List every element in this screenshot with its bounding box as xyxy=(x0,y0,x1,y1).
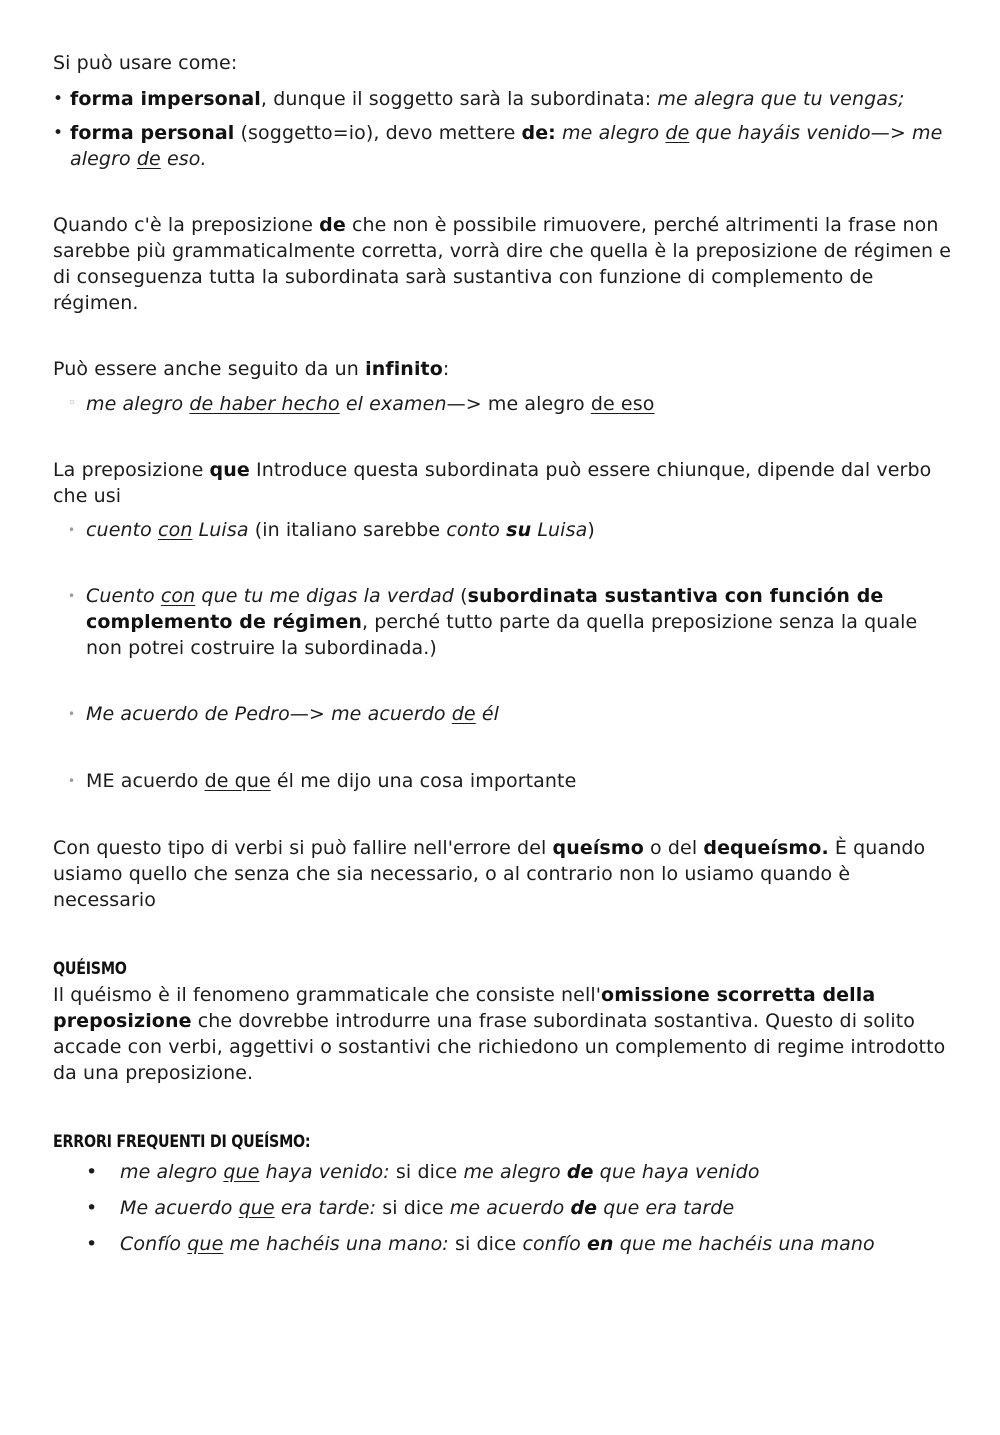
errors-heading-wrap xyxy=(53,1128,953,1155)
intro-text: Si può usare come: xyxy=(53,52,238,74)
list-item xyxy=(53,120,953,172)
document-page xyxy=(53,50,953,1257)
forma-impersonal-label: forma impersonal xyxy=(70,88,261,110)
list-item: • me alegro que haya venido: si dice me alegro de que haya venido xyxy=(53,1159,953,1185)
list-item: ◦ me alegro de haber hecho el examen—> me alegro de eso xyxy=(53,391,953,417)
section-title-errors: ERRORI FREQUENTI DI QUEÍSMO: xyxy=(53,1132,311,1152)
text-span: (soggetto=io), devo mettere xyxy=(234,122,522,144)
que-example-list xyxy=(53,517,953,794)
list-item xyxy=(53,86,953,112)
example-text: me alegra que tu vengas; xyxy=(657,88,905,110)
example-text: me alegro de que hayáis venido—> me alegro de eso. xyxy=(70,122,943,170)
list-item: • Me acuerdo de Pedro—> me acuerdo de él xyxy=(53,701,953,727)
list-item: • cuento con Luisa (in italiano sarebbe conto su Luisa) xyxy=(53,517,953,543)
errors-list xyxy=(53,1159,953,1257)
paragraph-queismo-intro: Con questo tipo di verbi si può fallire nell'errore del queísmo o del dequeísmo. È quando usiamo quello che senza che sia necessario, o al contrario non lo usiamo quando è necessario xyxy=(53,837,926,911)
list-item: • Me acuerdo que era tarde: si dice me acuerdo de que era tarde xyxy=(53,1195,953,1221)
paragraph-queismo-definition: Il quéismo è il fenomeno grammaticale che consiste nell'omissione scorretta della preposizione che dovrebbe introdurre una frase subordinata sostantiva. Questo di solito accade con verbi, aggettivi o sostantivi che richiedono un complemento di regime introdotto da una preposizione. xyxy=(53,984,946,1084)
section-title-queismo: QUÉISMO xyxy=(53,959,127,979)
list-item: • Cuento con que tu me digas la verdad (subordinata sustantiva con función de complemento de régimen, perché tutto parte da quella preposizione senza la quale non potrei costruire la subordinada.) xyxy=(53,583,953,661)
list-item: • Confío que me hachéis una mano: si dice confío en que me hachéis una mano xyxy=(53,1231,953,1257)
text-span: , dunque il soggetto sarà la subordinata: xyxy=(260,88,658,110)
de-label: de: xyxy=(521,122,556,144)
infinito-example-list xyxy=(53,391,953,417)
paragraph-que: La preposizione que Introduce questa subordinata può essere chiunque, dipende dal verbo che usi xyxy=(53,459,932,507)
usage-list xyxy=(53,86,953,172)
paragraph-de-regimen: Quando c'è la preposizione de che non è possibile rimuovere, perché altrimenti la frase non sarebbe più grammaticalmente corretta, vorrà dire che quella è la preposizione de régimen e di conseguenza tutta la subordinata sarà sustantiva con funzione di complemento de régimen. xyxy=(53,214,952,314)
forma-personal-label: forma personal xyxy=(70,122,235,144)
paragraph-infinito: Può essere anche seguito da un infinito: xyxy=(53,358,450,380)
list-item: • ME acuerdo de que él me dijo una cosa importante xyxy=(53,768,953,794)
queismo-heading-wrap xyxy=(53,955,953,982)
